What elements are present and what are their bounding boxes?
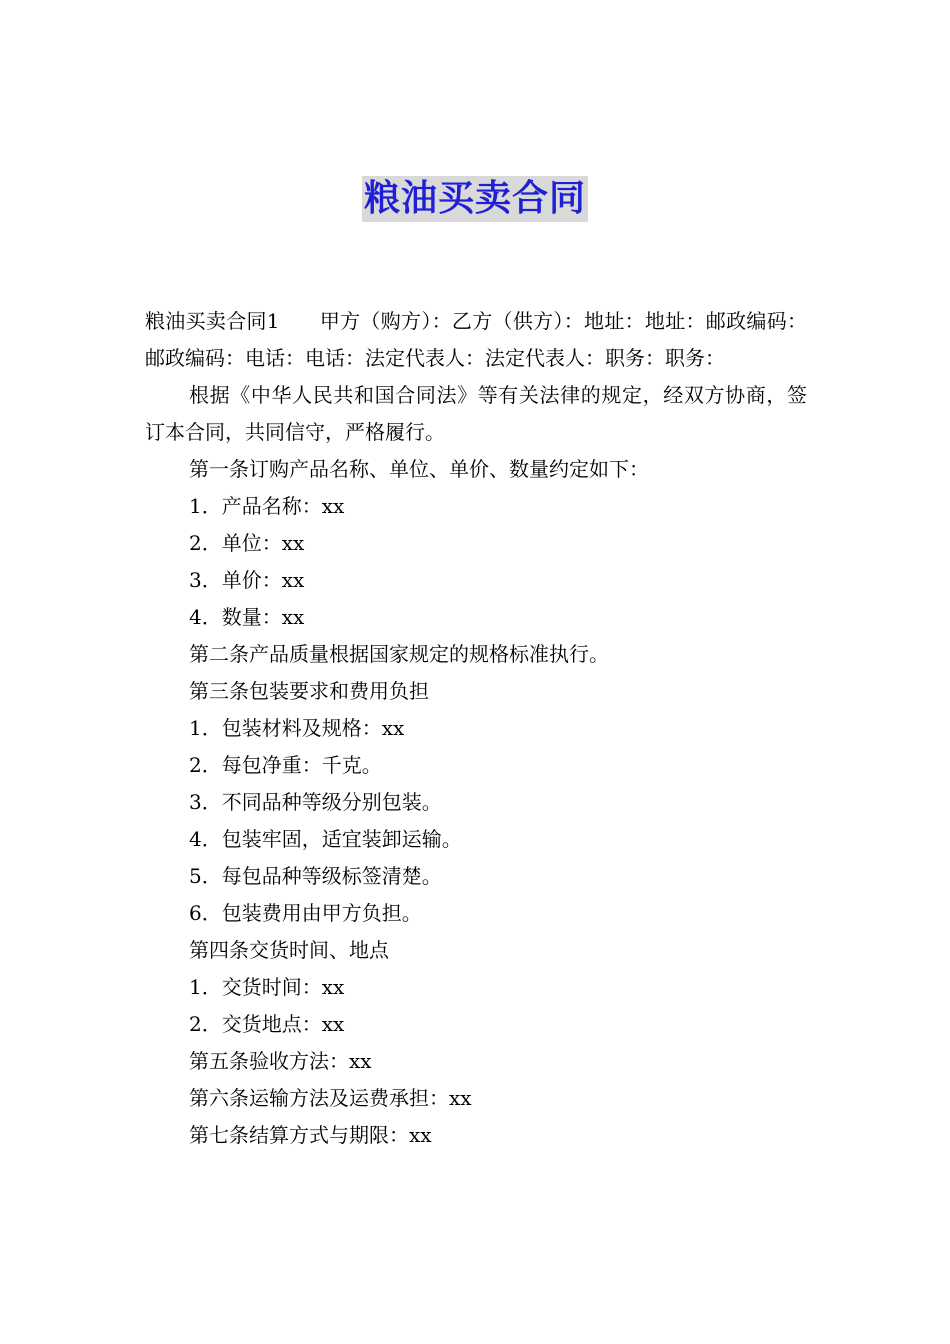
article-5-heading: 第五条验收方法：xx (189, 1049, 372, 1073)
article-2-heading: 第二条产品质量根据国家规定的规格标准执行。 (189, 642, 609, 666)
article-1-item: 2．单位：xx (189, 531, 305, 555)
article-3-item: 4．包装牢固，适宜装卸运输。 (189, 827, 462, 851)
article-4-heading: 第四条交货时间、地点 (189, 938, 389, 962)
document-title: 粮油买卖合同 (362, 176, 588, 222)
intro-heading: 粮油买卖合同1 (145, 309, 280, 333)
title-wrap (0, 176, 950, 222)
intro-paragraph (145, 303, 807, 377)
article-3-item: 5．每包品种等级标签清楚。 (189, 864, 442, 888)
article-1-item: 3．单价：xx (189, 568, 305, 592)
article-3-item: 3．不同品种等级分别包装。 (189, 790, 442, 814)
article-7-heading: 第七条结算方式与期限：xx (189, 1123, 432, 1147)
article-1-item: 1．产品名称：xx (189, 494, 345, 518)
article-3-item: 1．包装材料及规格：xx (189, 716, 405, 740)
article-4-item: 2．交货地点：xx (189, 1012, 345, 1036)
article-3-item: 6．包装费用由甲方负担。 (189, 901, 422, 925)
article-3-heading: 第三条包装要求和费用负担 (189, 679, 429, 703)
article-6-heading: 第六条运输方法及运费承担：xx (189, 1086, 472, 1110)
article-1-heading: 第一条订购产品名称、单位、单价、数量约定如下： (189, 457, 649, 481)
article-3-item: 2．每包净重：千克。 (189, 753, 382, 777)
article-4-item: 1．交货时间：xx (189, 975, 345, 999)
preamble-paragraph: 根据《中华人民共和国合同法》等有关法律的规定，经双方协商，签订本合同，共同信守，严格履行。 (145, 383, 807, 444)
intro-parties: 甲方（购方）：乙方（供方）：地址：地址：邮政编码：邮政编码：电话：电话：法定代表人：法定代表人：职务：职务： (145, 309, 808, 370)
article-1-item: 4．数量：xx (189, 605, 305, 629)
document-body (145, 303, 807, 1154)
